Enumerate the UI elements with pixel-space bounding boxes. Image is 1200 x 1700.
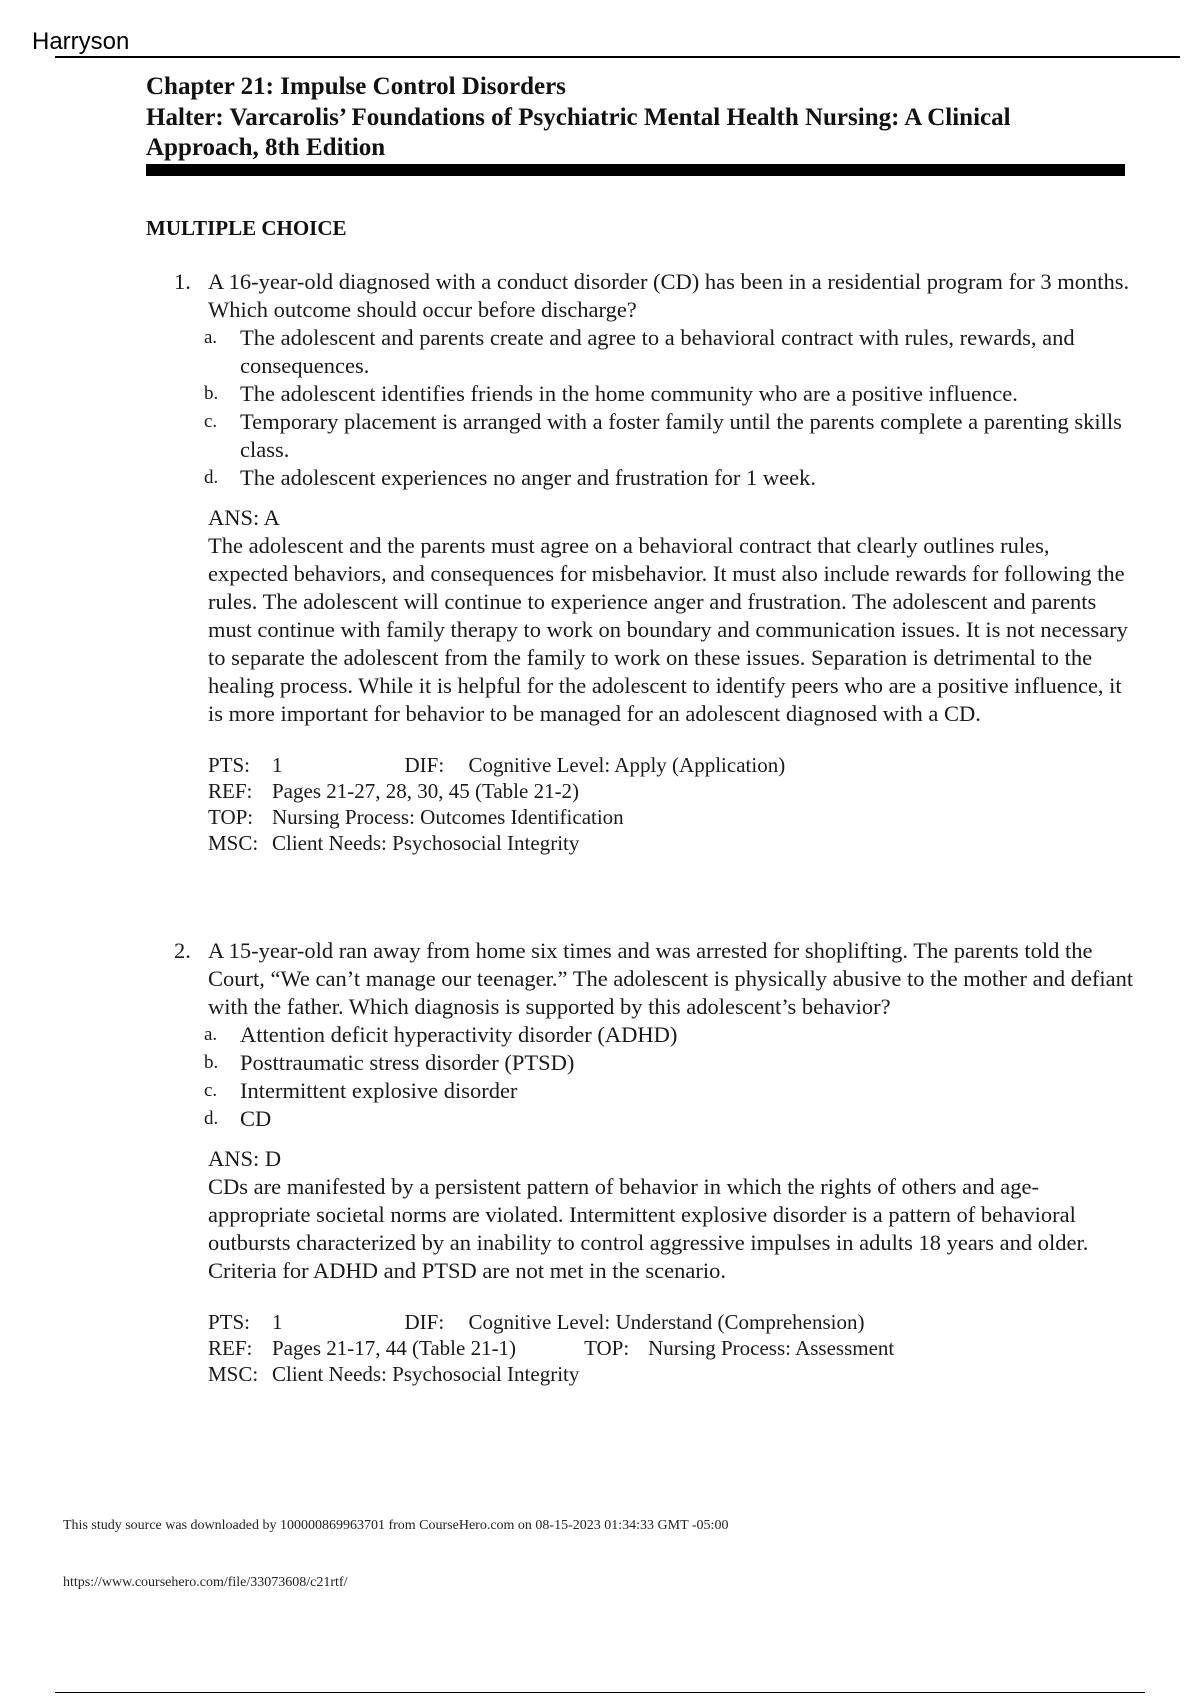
question-text: A 15-year-old ran away from home six times and was arrested for shoplifting. The parents told the Court, “We can’t manage our teenager.” The adolescent is physically abusive to the mother and defiant with the father. Which diagnosis is supported by this adolescent’s behavior? (208, 938, 1134, 1019)
msc-label: MSC: (208, 831, 259, 855)
option-c (174, 1077, 1134, 1105)
option-text: CD (240, 1106, 272, 1131)
pts-label: PTS: (208, 1310, 251, 1334)
option-letter: a. (204, 327, 218, 348)
book-title-line-2: Approach, 8th Edition (146, 134, 386, 161)
top-label: TOP: (208, 805, 254, 829)
chapter-title: Chapter 21: Impulse Control Disorders (146, 73, 566, 100)
meta-row-ref-top (208, 1335, 1134, 1361)
option-text: Posttraumatic stress disorder (PTSD) (240, 1050, 575, 1075)
title-bar-divider (146, 164, 1125, 176)
option-d (174, 464, 1134, 492)
option-a (174, 1021, 1134, 1049)
meta-row-ref (208, 778, 1134, 804)
option-text: The adolescent identifies friends in the home community who are a positive influence. (240, 381, 1018, 406)
question-stem (174, 937, 1134, 1021)
ref-label: REF: (208, 779, 253, 803)
option-letter: b. (204, 383, 219, 404)
dif-label: DIF: (404, 1310, 445, 1334)
question-number: 1. (174, 269, 191, 294)
ref-value: Pages 21-27, 28, 30, 45 (Table 21-2) (272, 779, 580, 803)
answer-key: ANS: A (208, 505, 280, 530)
option-text: Attention deficit hyperactivity disorder (ADHD) (240, 1022, 678, 1047)
pts-label: PTS: (208, 753, 251, 777)
option-letter: a. (204, 1024, 218, 1045)
option-text: The adolescent and parents create and agree to a behavioral contract with rules, rewards, and consequences. (240, 325, 1075, 378)
option-b (174, 380, 1134, 408)
option-text: The adolescent experiences no anger and frustration for 1 week. (240, 465, 817, 490)
source-url[interactable]: https://www.coursehero.com/file/33073608/c21rtf/ (63, 1575, 348, 1590)
ref-value: Pages 21-17, 44 (Table 21-1) (272, 1336, 517, 1360)
question-stem (174, 268, 1134, 324)
top-value: Nursing Process: Assessment (648, 1336, 895, 1360)
ref-label: REF: (208, 1336, 253, 1360)
option-letter: d. (204, 1108, 219, 1129)
author-name: Harryson (32, 28, 130, 55)
meta-row-msc (208, 830, 1134, 856)
option-d (174, 1105, 1134, 1133)
meta-row-pts-dif (208, 752, 1134, 778)
meta-row-msc (208, 1361, 1134, 1387)
msc-label: MSC: (208, 1362, 259, 1386)
answer-rationale: CDs are manifested by a persistent pattern of behavior in which the rights of others and age-appropriate societal norms are violated. Intermittent explosive disorder is a pattern of behavioral outbursts characterized by an inability to control aggressive impulses in adults 18 years and older. Criteria for ADHD and PTSD are not met in the scenario. (208, 1174, 1089, 1283)
meta-row-top (208, 804, 1134, 830)
answer-options (174, 1021, 1134, 1133)
msc-value: Client Needs: Psychosocial Integrity (272, 1362, 580, 1386)
option-a (174, 324, 1134, 380)
answer-block (174, 504, 1134, 728)
pts-value: 1 (272, 753, 283, 777)
answer-rationale: The adolescent and the parents must agree on a behavioral contract that clearly outlines rules, expected behaviors, and consequences for misbehavior. It must also include rewards for following the rules. The adolescent will continue to experience anger and frustration. The adolescent and parents must continue with family therapy to work on boundary and communication issues. It is not necessary to separate the adolescent from the family to work on these issues. Separation is detrimental to the healing process. While it is helpful for the adolescent to identify peers who are a positive influence, it is more important for behavior to be managed for an adolescent diagnosed with a CD. (208, 533, 1128, 726)
meta-row-pts-dif (208, 1309, 1134, 1335)
dif-value: Cognitive Level: Apply (Application) (468, 753, 786, 777)
option-letter: b. (204, 1052, 219, 1073)
download-notice: This study source was downloaded by 100000869963701 from CourseHero.com on 08-15-2023 01:34:33 GMT -05:00 (63, 1518, 729, 1533)
answer-key: ANS: D (208, 1146, 282, 1171)
top-label: TOP: (584, 1336, 630, 1360)
answer-options (174, 324, 1134, 492)
option-letter: c. (204, 1080, 218, 1101)
question-2 (174, 937, 1134, 1387)
msc-value: Client Needs: Psychosocial Integrity (272, 831, 580, 855)
bottom-rule (55, 1692, 1145, 1693)
question-metadata (174, 752, 1134, 856)
header-rule (55, 56, 1180, 58)
dif-value: Cognitive Level: Understand (Comprehension) (468, 1310, 865, 1334)
option-letter: d. (204, 467, 219, 488)
option-text: Temporary placement is arranged with a foster family until the parents complete a parenting skills class. (240, 409, 1122, 462)
option-b (174, 1049, 1134, 1077)
question-text: A 16-year-old diagnosed with a conduct disorder (CD) has been in a residential program for 3 months. Which outcome should occur before discharge? (208, 269, 1130, 322)
answer-block (174, 1145, 1134, 1285)
section-heading: MULTIPLE CHOICE (146, 216, 347, 240)
option-c (174, 408, 1134, 464)
pts-value: 1 (272, 1310, 283, 1334)
question-1 (174, 268, 1134, 856)
option-text: Intermittent explosive disorder (240, 1078, 518, 1103)
question-metadata (174, 1309, 1134, 1387)
option-letter: c. (204, 411, 218, 432)
book-title-line-1: Halter: Varcarolis’ Foundations of Psychiatric Mental Health Nursing: A Clinical (146, 103, 1011, 131)
document-header (146, 72, 1126, 164)
question-number: 2. (174, 938, 191, 963)
dif-label: DIF: (404, 753, 445, 777)
top-value: Nursing Process: Outcomes Identification (272, 805, 624, 829)
